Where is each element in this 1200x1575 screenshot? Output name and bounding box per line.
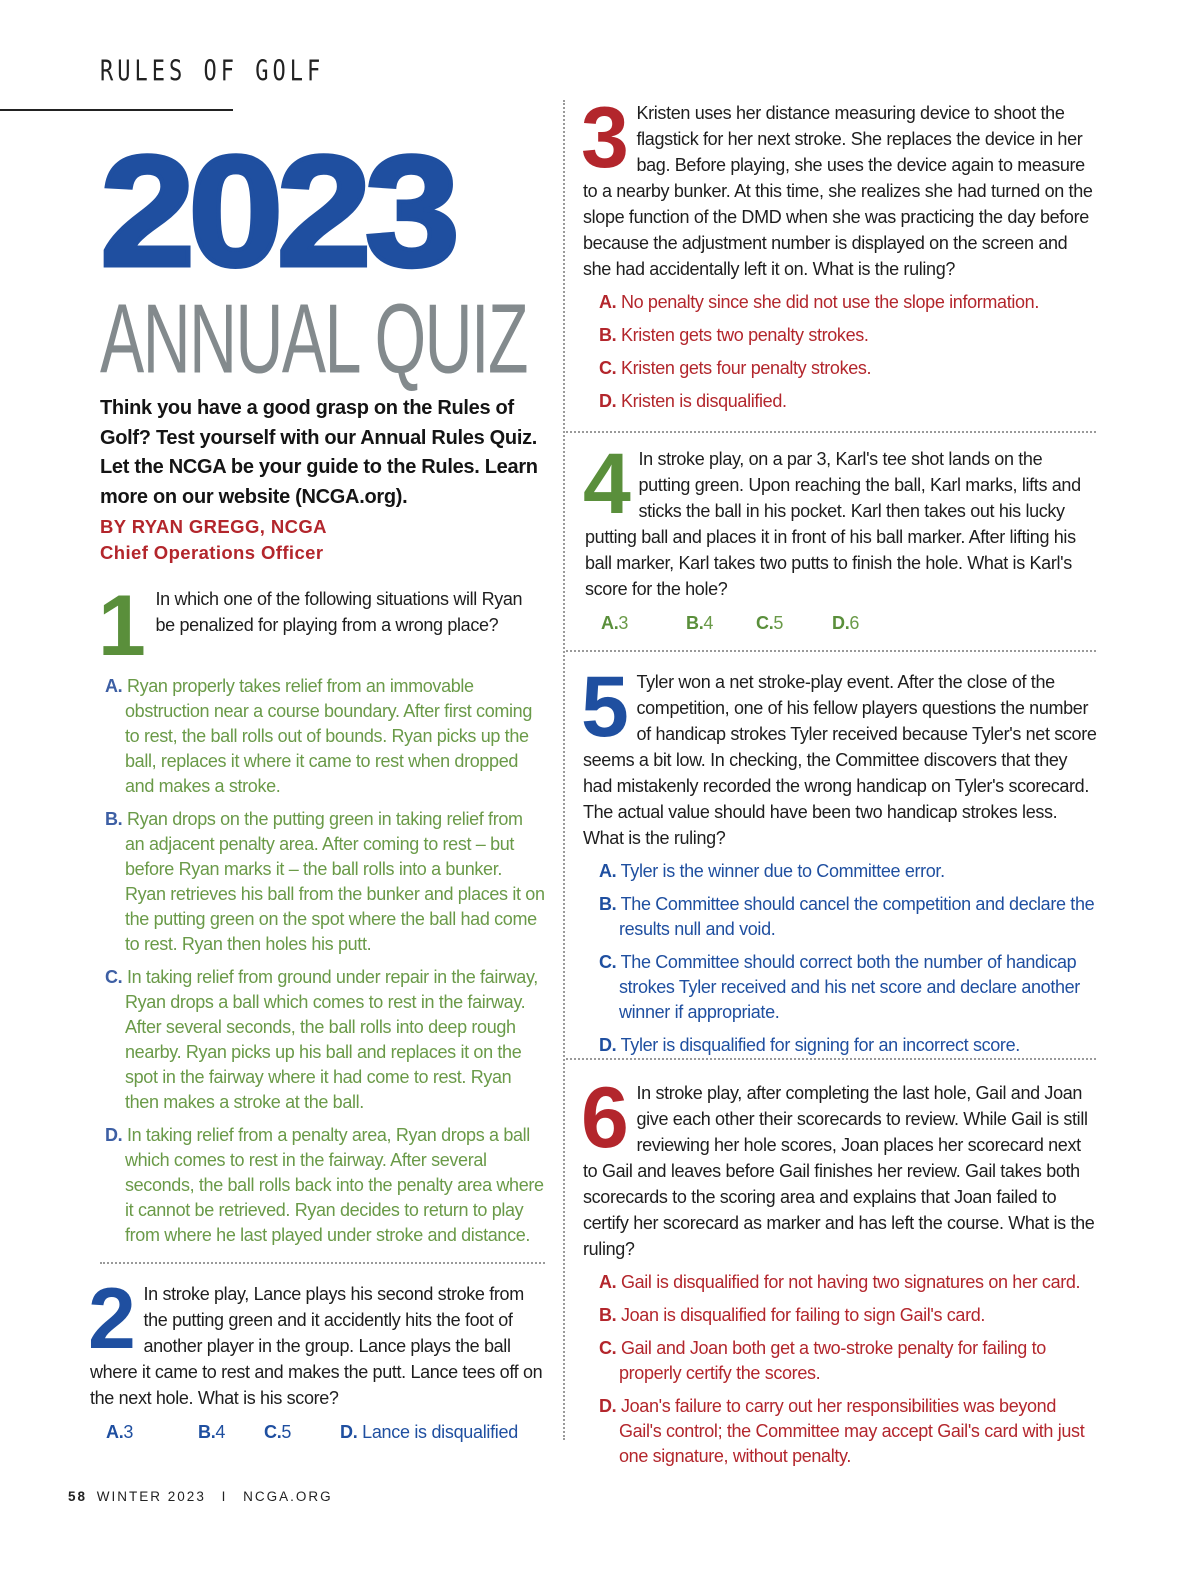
answer-4d	[832, 610, 859, 636]
page-footer	[68, 1489, 333, 1504]
site-label: NCGA.ORG	[243, 1489, 333, 1504]
page-number: 58	[68, 1489, 88, 1504]
answer-text: 3	[618, 613, 629, 633]
question-3	[581, 90, 1098, 422]
answer-text: In taking relief from ground under repair in the fairway, Ryan drops a ball which comes to rest in the fairway. After several seconds, the ball rolls into deep rough nearby. Ryan picks up his ball and replaces it on the spot in the fairway where it had come to rest. Ryan then makes a stroke at the ball.	[125, 967, 538, 1112]
answer-text: Gail and Joan both get a two-stroke penalty for failing to properly certify the scores.	[619, 1338, 1046, 1383]
question-6-answers	[599, 1270, 1098, 1469]
question-number-1: 1	[98, 578, 146, 674]
answer-text: 5	[773, 613, 784, 633]
answer-letter: C.	[599, 1338, 617, 1358]
answer-text: 6	[849, 613, 860, 633]
answer-text: Kristen is disqualified.	[620, 391, 787, 411]
answer-2c	[264, 1419, 340, 1445]
answer-letter: D.	[599, 391, 617, 411]
question-4-stem	[583, 436, 1097, 602]
question-4-answers	[601, 610, 1097, 636]
question-number-5: 5	[581, 659, 629, 755]
answer-text: Joan's failure to carry out her responsibilities was beyond Gail's control; the Committee may accept Gail's card with just one signature, without penalty.	[619, 1396, 1085, 1466]
answer-2d	[340, 1419, 518, 1445]
answer-3d	[599, 389, 1098, 414]
answer-2a	[106, 1419, 198, 1445]
answer-3b	[599, 323, 1098, 348]
divider	[100, 1262, 545, 1264]
answer-text: 5	[281, 1422, 292, 1442]
question-3-stem	[581, 90, 1098, 282]
answer-text: 3	[123, 1422, 134, 1442]
answer-text: Tyler is the winner due to Committee error.	[620, 861, 945, 881]
answer-letter: D.	[599, 1035, 617, 1055]
answer-5b	[599, 892, 1098, 942]
question-6-text: In stroke play, after completing the last hole, Gail and Joan give each other their scorecards to review. While Gail is still reviewing her hole scores, Joan places her scorecard next to Gail and leaves before Gail finishes her review. Gail takes both scorecards to the scoring area and explains that Joan failed to certify her scorecard as marker and has left the course. What is the ruling?	[583, 1083, 1095, 1259]
answer-letter: B.	[599, 325, 617, 345]
answer-text: Gail is disqualified for not having two signatures on her card.	[620, 1272, 1081, 1292]
answer-6d	[599, 1394, 1098, 1469]
question-1-answers	[105, 674, 545, 1248]
question-1	[98, 578, 545, 1256]
issue-label: WINTER 2023	[96, 1489, 206, 1504]
answer-1a	[105, 674, 545, 799]
answer-text: Ryan properly takes relief from an immovable obstruction near a course boundary. After first coming to rest, the ball rolls out of bounds. Ryan picks up the ball, replaces it where it came to rest when dropped and makes a stroke.	[125, 676, 532, 796]
answer-letter: C.	[599, 358, 617, 378]
answer-letter: D.	[105, 1125, 123, 1145]
question-6-stem	[581, 1070, 1098, 1262]
answer-2b	[198, 1419, 264, 1445]
answer-letter: A.	[105, 676, 123, 696]
answer-letter: A.	[599, 292, 617, 312]
answer-3a	[599, 290, 1098, 315]
answer-5d	[599, 1033, 1098, 1058]
answer-text: The Committee should cancel the competition and declare the results null and void.	[619, 894, 1095, 939]
answer-text: Kristen gets four penalty strokes.	[620, 358, 872, 378]
answer-letter: B.	[198, 1422, 216, 1442]
question-2-text: In stroke play, Lance plays his second stroke from the putting green and it accidently hits the foot of another player in the group. Lance plays the ball where it came to rest and makes the putt. Lance tees off on the next hole. What is his score?	[90, 1284, 543, 1408]
answer-letter: C.	[105, 967, 123, 987]
answer-text: 4	[215, 1422, 226, 1442]
question-number-6: 6	[581, 1070, 629, 1166]
answer-1b	[105, 807, 545, 957]
question-5-stem	[581, 659, 1098, 851]
title-subtitle: ANNUAL QUIZ	[100, 284, 528, 395]
answer-letter: D.	[832, 613, 850, 633]
answer-text: Joan is disqualified for failing to sign Gail's card.	[620, 1305, 986, 1325]
answer-letter: B.	[599, 894, 617, 914]
question-6	[581, 1070, 1098, 1477]
answer-letter: A.	[599, 1272, 617, 1292]
answer-letter: A.	[601, 613, 619, 633]
answer-3c	[599, 356, 1098, 381]
section-label: RULES OF GOLF	[100, 56, 325, 89]
answer-text: Ryan drops on the putting green in taking relief from an adjacent penalty area. After coming to rest – but before Ryan marks it – the ball rolls into a bunker. Ryan retrieves his ball from the bunker and places it on the putting green on the spot where the ball had come to rest. Ryan then holes his putt.	[125, 809, 545, 954]
question-number-4: 4	[583, 436, 631, 532]
question-5-answers	[599, 859, 1098, 1058]
answer-letter: D.	[340, 1422, 358, 1442]
answer-4c	[756, 610, 832, 636]
answer-text: Tyler is disqualified for signing for an incorrect score.	[620, 1035, 1020, 1055]
question-2-answers	[106, 1419, 545, 1445]
answer-text: No penalty since she did not use the slope information.	[620, 292, 1039, 312]
question-5	[581, 659, 1098, 1066]
question-4	[583, 436, 1097, 636]
answer-letter: D.	[599, 1396, 617, 1416]
answer-letter: B.	[599, 1305, 617, 1325]
answer-6c	[599, 1336, 1098, 1386]
answer-1c	[105, 965, 545, 1115]
answer-text: Lance is disqualified	[362, 1422, 518, 1442]
answer-letter: C.	[756, 613, 774, 633]
answer-6a	[599, 1270, 1098, 1295]
byline	[100, 514, 550, 566]
byline-role: Chief Operations Officer	[100, 542, 324, 563]
answer-4a	[601, 610, 686, 636]
answer-text: In taking relief from a penalty area, Ryan drops a ball which comes to rest in the fairway. After several seconds, the ball rolls back into the penalty area where it cannot be retrieved. Ryan decides to return to play from where he last played under stroke and distance.	[125, 1125, 544, 1245]
divider	[566, 1058, 1096, 1060]
answer-letter: B.	[105, 809, 123, 829]
question-3-answers	[599, 290, 1098, 414]
question-1-text: In which one of the following situations will Ryan be penalized for playing from a wrong place?	[155, 589, 523, 635]
answer-letter: A.	[599, 861, 617, 881]
question-number-3: 3	[581, 90, 629, 186]
answer-letter: C.	[599, 952, 617, 972]
answer-letter: C.	[264, 1422, 282, 1442]
question-2	[88, 1271, 545, 1445]
question-5-text: Tyler won a net stroke-play event. After the close of the competition, one of his fellow players questions the number of handicap strokes Tyler received because Tyler's net score seems a bit low. In checking, the Committee discovers that they had mistakenly recorded the wrong handicap on Tyler's scorecard. The actual value should have been two handicap strokes less. What is the ruling?	[583, 672, 1097, 848]
answer-text: Kristen gets two penalty strokes.	[620, 325, 869, 345]
question-3-text: Kristen uses her distance measuring device to shoot the flagstick for her next stroke. She replaces the device in her bag. Before playing, she uses the device again to measure to a nearby bunker. At this time, she realizes she had turned on the slope function of the DMD when she was practicing the day before because the adjustment number is displayed on the screen and she had accidentally left it on. What is the ruling?	[583, 103, 1093, 279]
header-rule	[0, 109, 233, 111]
divider	[566, 431, 1096, 433]
question-2-stem	[88, 1271, 545, 1411]
column-divider	[563, 100, 565, 1440]
byline-author: BY RYAN GREGG, NCGA	[100, 516, 327, 537]
question-1-stem	[98, 578, 545, 674]
intro-text: Think you have a good grasp on the Rules of Golf? Test yourself with our Annual Rules Quiz. Let the NCGA be your guide to the Rules. Learn more on our website (NCGA.org).	[100, 397, 538, 508]
answer-letter: B.	[686, 613, 704, 633]
answer-text: 4	[703, 613, 714, 633]
answer-1d	[105, 1123, 545, 1248]
answer-4b	[686, 610, 756, 636]
answer-text: The Committee should correct both the number of handicap strokes Tyler received and his net score and declare another winner if appropriate.	[619, 952, 1080, 1022]
answer-6b	[599, 1303, 1098, 1328]
footer-separator: I	[221, 1489, 228, 1504]
question-4-text: In stroke play, on a par 3, Karl's tee shot lands on the putting green. Upon reaching the ball, Karl marks, lifts and sticks the ball in his pocket. Karl then takes out his lucky putting ball and places it in front of his ball marker. After lifting his ball marker, Karl takes two putts to finish the hole. What is Karl's score for the hole?	[585, 449, 1081, 599]
answer-letter: A.	[106, 1422, 124, 1442]
answer-5c	[599, 950, 1098, 1025]
question-number-2: 2	[88, 1271, 136, 1367]
answer-5a	[599, 859, 1098, 884]
divider	[566, 650, 1096, 652]
title-year: 2023	[100, 122, 454, 299]
